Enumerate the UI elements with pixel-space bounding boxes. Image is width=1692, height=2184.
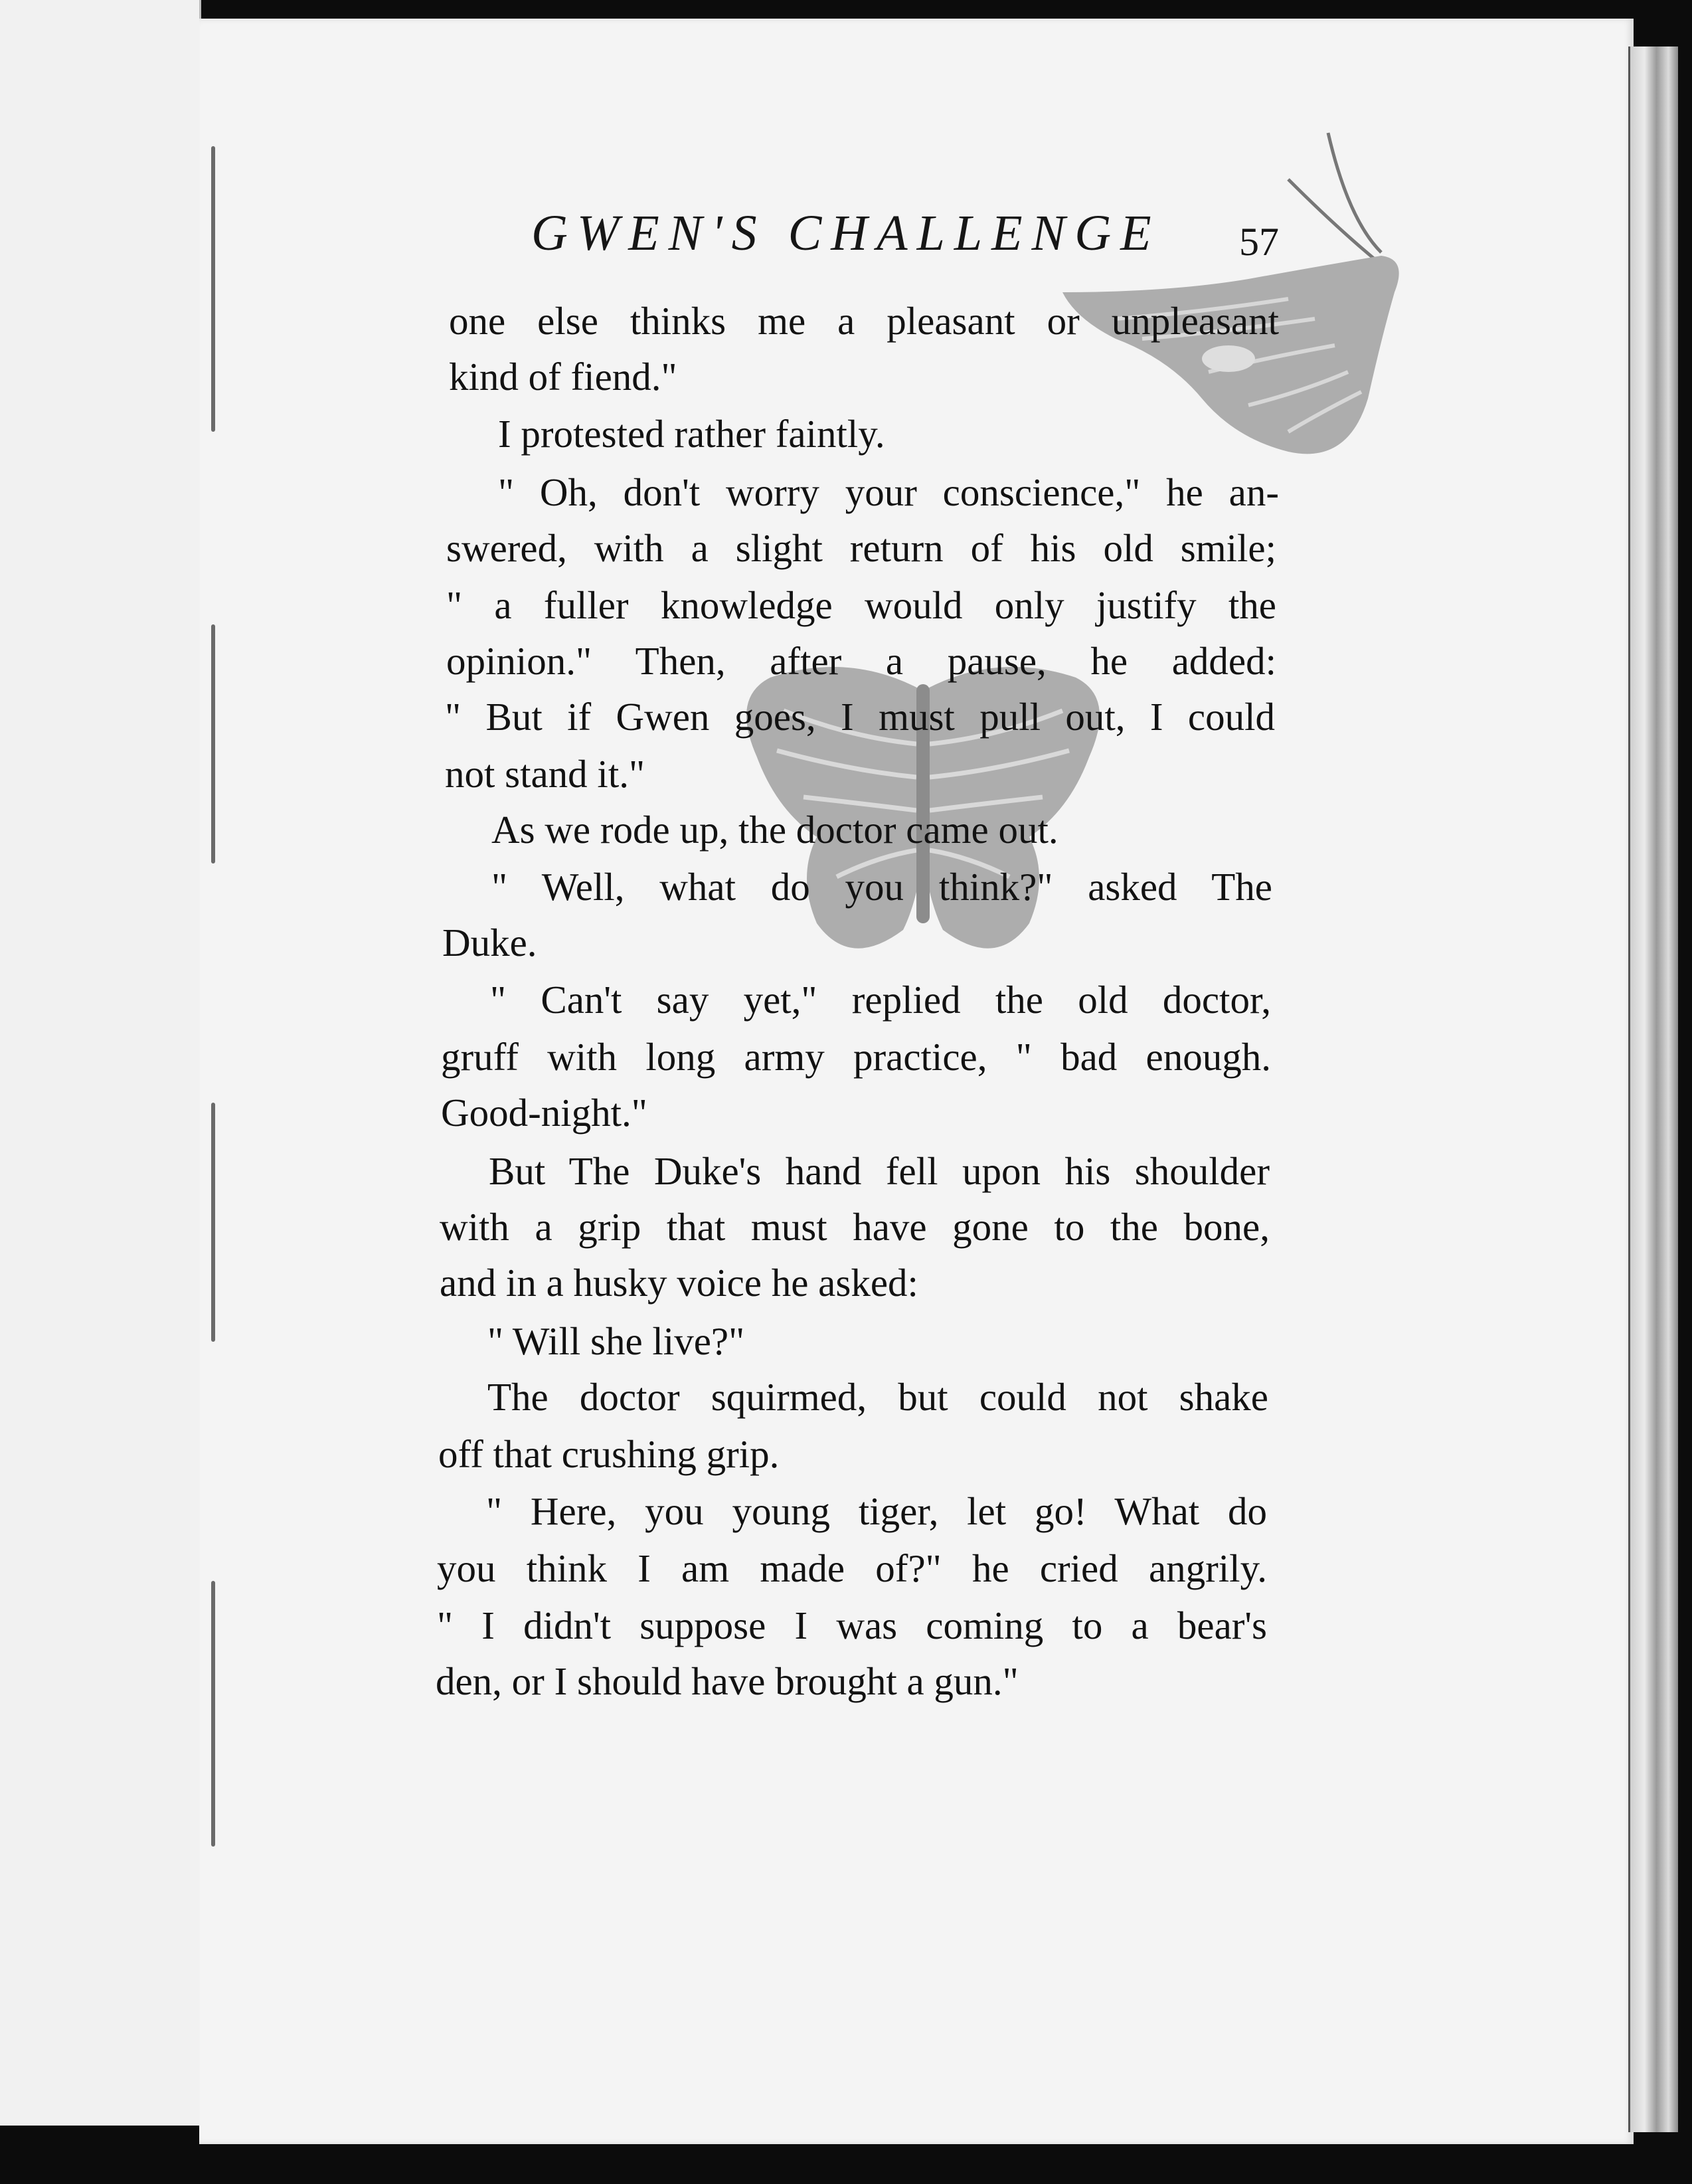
text-line: off that crushing grip. — [438, 1432, 780, 1476]
text-line: " Can't say yet," replied the old doctor, — [490, 978, 1271, 1022]
butterfly-illustration — [1036, 120, 1448, 492]
text-line: " Oh, don't worry your conscience," he an- — [498, 470, 1279, 514]
text-line: As we rode up, the doctor came out. — [491, 808, 1058, 852]
text-line: I protested rather faintly. — [498, 412, 885, 456]
text-line: But The Duke's hand fell upon his shoulder — [489, 1149, 1270, 1193]
scan-bottom-border — [0, 2144, 1692, 2184]
text-line: gruff with long army practice, " bad enough. — [441, 1035, 1271, 1079]
text-line: not stand it." — [445, 752, 645, 796]
text-line: Duke. — [442, 921, 537, 964]
text-line: swered, with a slight return of his old smile; — [446, 526, 1276, 570]
text-line: den, or I should have brought a gun." — [436, 1659, 1019, 1703]
text-line: opinion." Then, after a pause, he added: — [446, 639, 1276, 683]
text-line: Good-night." — [441, 1091, 647, 1135]
facing-page-edge — [0, 0, 201, 2126]
text-line: kind of fiend." — [449, 355, 677, 399]
text-line: " Will she live?" — [487, 1319, 745, 1363]
text-line: you think I am made of?" he cried angrily. — [437, 1546, 1267, 1590]
text-line: " I didn't suppose I was coming to a bear's — [437, 1603, 1267, 1647]
gutter-stitch-mark — [211, 1581, 215, 1847]
text-line: The doctor squirmed, but could not shake — [487, 1375, 1268, 1419]
page-number: 57 — [1239, 220, 1279, 264]
gutter-stitch-mark — [211, 624, 215, 864]
gutter-stitch-mark — [211, 1103, 215, 1342]
butterfly-illustration — [717, 638, 1129, 983]
text-line: " Well, what do you think?" asked The — [491, 865, 1272, 909]
running-head-title: GWEN'S CHALLENGE — [531, 205, 1161, 261]
text-line: " a fuller knowledge would only justify the — [446, 583, 1276, 627]
page-fore-edge — [1628, 46, 1678, 2132]
gutter-stitch-mark — [211, 146, 215, 432]
text-line: " But if Gwen goes, I must pull out, I could — [445, 695, 1275, 739]
text-line: with a grip that must have gone to the bone, — [440, 1205, 1270, 1249]
text-line: one else thinks me a pleasant or unpleasant — [449, 299, 1279, 343]
text-line: and in a husky voice he asked: — [440, 1261, 918, 1305]
text-line: " Here, you young tiger, let go! What do — [486, 1489, 1267, 1533]
